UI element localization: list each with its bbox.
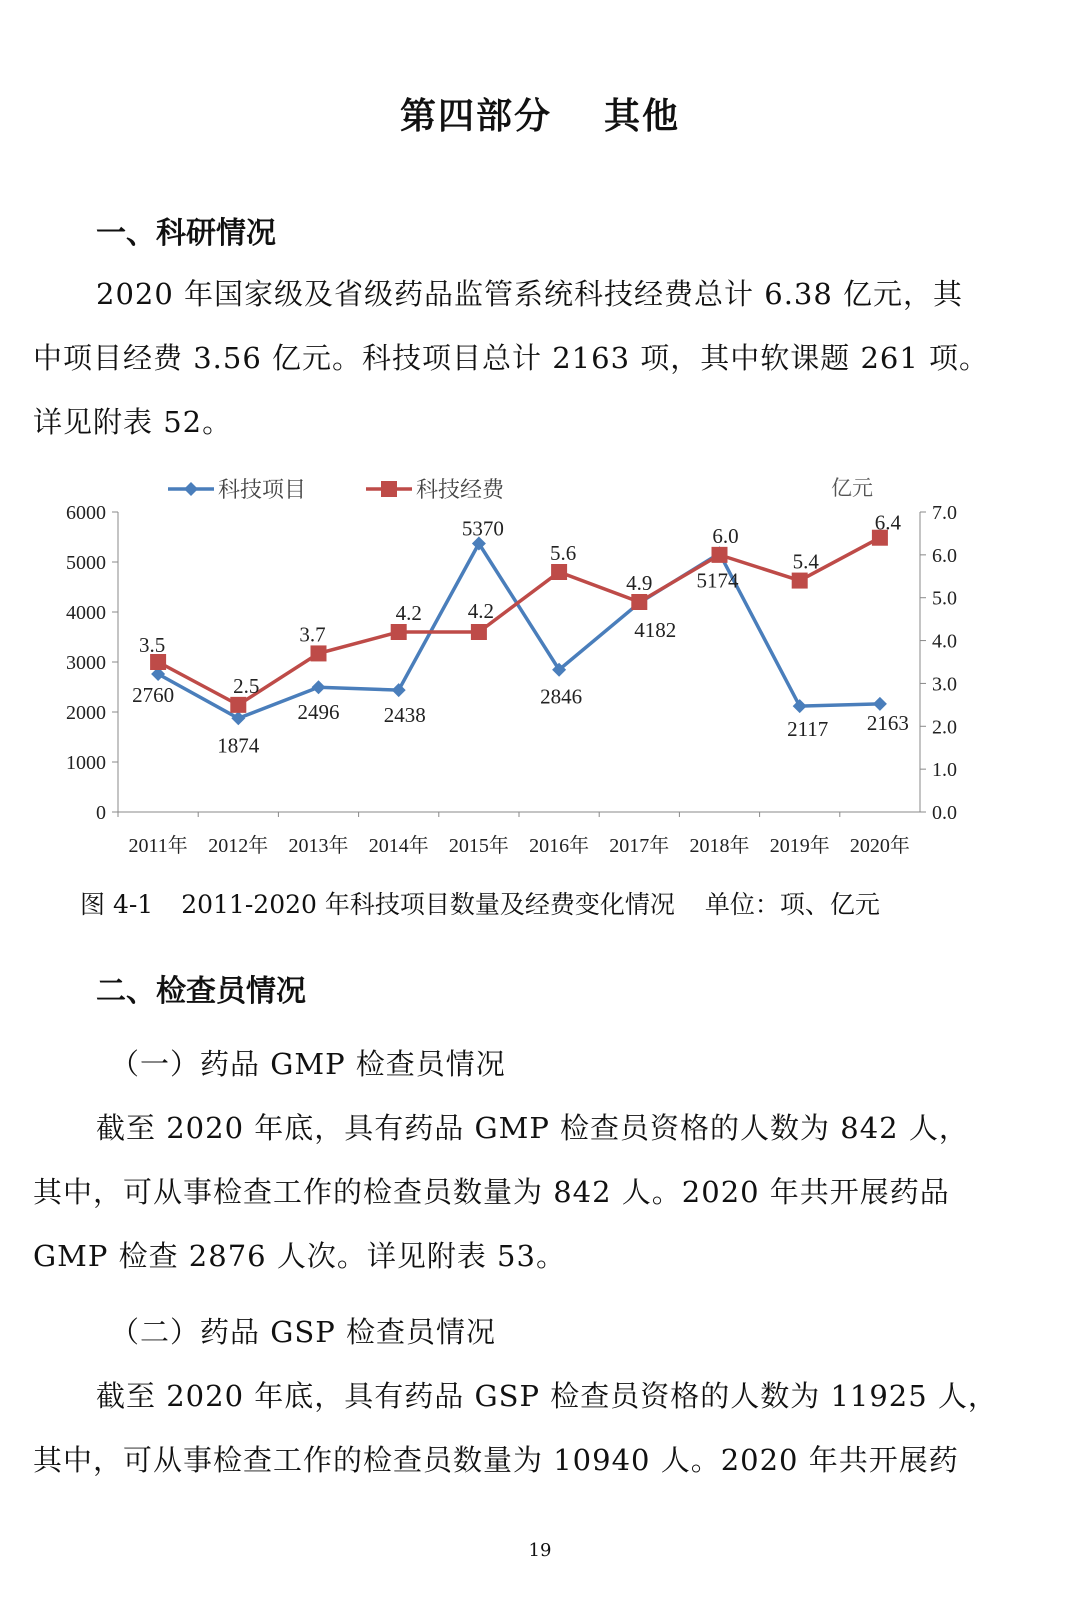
data-point-funding [631,594,647,610]
subsection-heading-gmp: （一）药品 GMP 检查员情况 [110,1047,506,1081]
x-tick-label: 2012年 [208,835,269,857]
data-label: 6.4 [874,510,902,535]
data-point-funding [551,564,567,580]
data-label: 5.4 [792,549,819,574]
x-tick-label: 2014年 [368,835,429,857]
data-point-projects [873,697,887,711]
data-label: 5174 [696,568,739,593]
data-label: 2.5 [233,673,260,698]
data-point-funding [792,573,808,589]
legend-label: 科技项目 [218,477,307,502]
data-label: 3.7 [299,622,326,647]
part-label: 第四部分 [399,96,552,137]
y-left-tick-label: 2000 [66,702,106,724]
paragraph-line: 截至 2020 年底，具有药品 GMP 检查员资格的人数为 842 人， [96,1111,969,1145]
caption-fig-number: 图 4-1 [80,890,154,919]
legend-marker [184,482,198,496]
y-left-tick-label: 0 [96,802,106,824]
legend-marker [381,481,397,497]
page-title [0,88,1080,139]
part-name: 其他 [604,96,681,137]
data-label: 2760 [132,683,175,707]
x-tick-label: 2011年 [128,835,188,857]
paragraph-line: GMP 检查 2876 人次。详见附表 53。 [33,1239,566,1273]
data-label: 2438 [383,703,426,728]
x-tick-label: 2016年 [529,835,590,857]
data-point-funding [391,624,407,640]
data-label: 2496 [297,700,340,725]
data-label: 1874 [217,733,260,758]
data-label: 5.6 [549,541,577,565]
y-left-tick-label: 6000 [66,502,106,524]
data-point-funding [311,645,327,661]
y-left-tick-label: 5000 [66,552,106,574]
paragraph-line: 其中，可从事检查工作的检查员数量为 842 人。2020 年共开展药品 [33,1175,950,1209]
data-label: 4.2 [395,601,422,625]
figure-caption [80,885,880,921]
x-tick-label: 2013年 [288,835,349,857]
research-chart [30,465,1040,875]
series-line-funding [158,538,880,705]
y-right-tick-label: 3.0 [932,673,957,696]
legend-label: 科技经费 [416,477,505,502]
data-label: 2117 [787,717,829,742]
x-tick-label: 2015年 [448,835,509,857]
x-tick-label: 2018年 [689,835,750,857]
y-left-tick-label: 1000 [66,752,106,774]
data-point-projects [392,683,406,697]
data-label: 2163 [866,710,909,735]
data-point-funding [471,624,487,640]
y-right-tick-label: 1.0 [932,759,957,782]
series-line-projects [158,544,880,719]
y-right-tick-label: 0.0 [932,802,957,824]
data-point-funding [230,697,246,713]
y-right-tick-label: 2.0 [932,716,957,739]
data-label: 4.2 [467,599,495,623]
data-point-projects [231,711,245,725]
data-point-projects [312,680,326,694]
data-label: 5370 [461,516,504,541]
x-tick-label: 2017年 [609,835,670,857]
y-left-tick-label: 4000 [66,602,106,624]
data-point-funding [712,547,728,563]
x-tick-label: 2019年 [769,835,830,857]
y-right-tick-label: 7.0 [932,502,957,524]
paragraph-line: 详见附表 52。 [33,405,233,439]
section-heading-inspectors: 二、检查员情况 [96,974,306,1009]
x-tick-label: 2020年 [849,835,910,857]
y-right-tick-label: 6.0 [932,544,957,567]
y-left-tick-label: 3000 [66,652,106,674]
data-label: 3.5 [138,633,166,657]
paragraph-line: 2020 年国家级及省级药品监管系统科技经费总计 6.38 亿元，其 [96,277,964,311]
section-heading-research: 一、科研情况 [96,216,276,251]
paragraph-line: 截至 2020 年底，具有药品 GSP 检查员资格的人数为 11925 人， [96,1379,998,1413]
data-label: 2846 [540,684,583,709]
data-label: 4.9 [626,571,653,595]
caption-unit: 单位：项、亿元 [704,890,880,919]
data-label: 6.0 [712,523,739,548]
data-label: 4182 [634,617,677,642]
page-number: 19 [528,1540,552,1561]
y-right-tick-label: 5.0 [932,587,957,610]
y-right-unit-label: 亿元 [831,476,873,500]
data-point-projects [793,699,807,713]
paragraph-line: 其中，可从事检查工作的检查员数量为 10940 人。2020 年共开展药 [33,1443,959,1477]
caption-title: 2011-2020 年科技项目数量及经费变化情况 [181,890,675,919]
paragraph-line: 中项目经费 3.56 亿元。科技项目总计 2163 项，其中软课题 261 项。 [33,341,990,375]
subsection-heading-gsp: （二）药品 GSP 检查员情况 [110,1315,496,1349]
y-right-tick-label: 4.0 [932,630,957,653]
